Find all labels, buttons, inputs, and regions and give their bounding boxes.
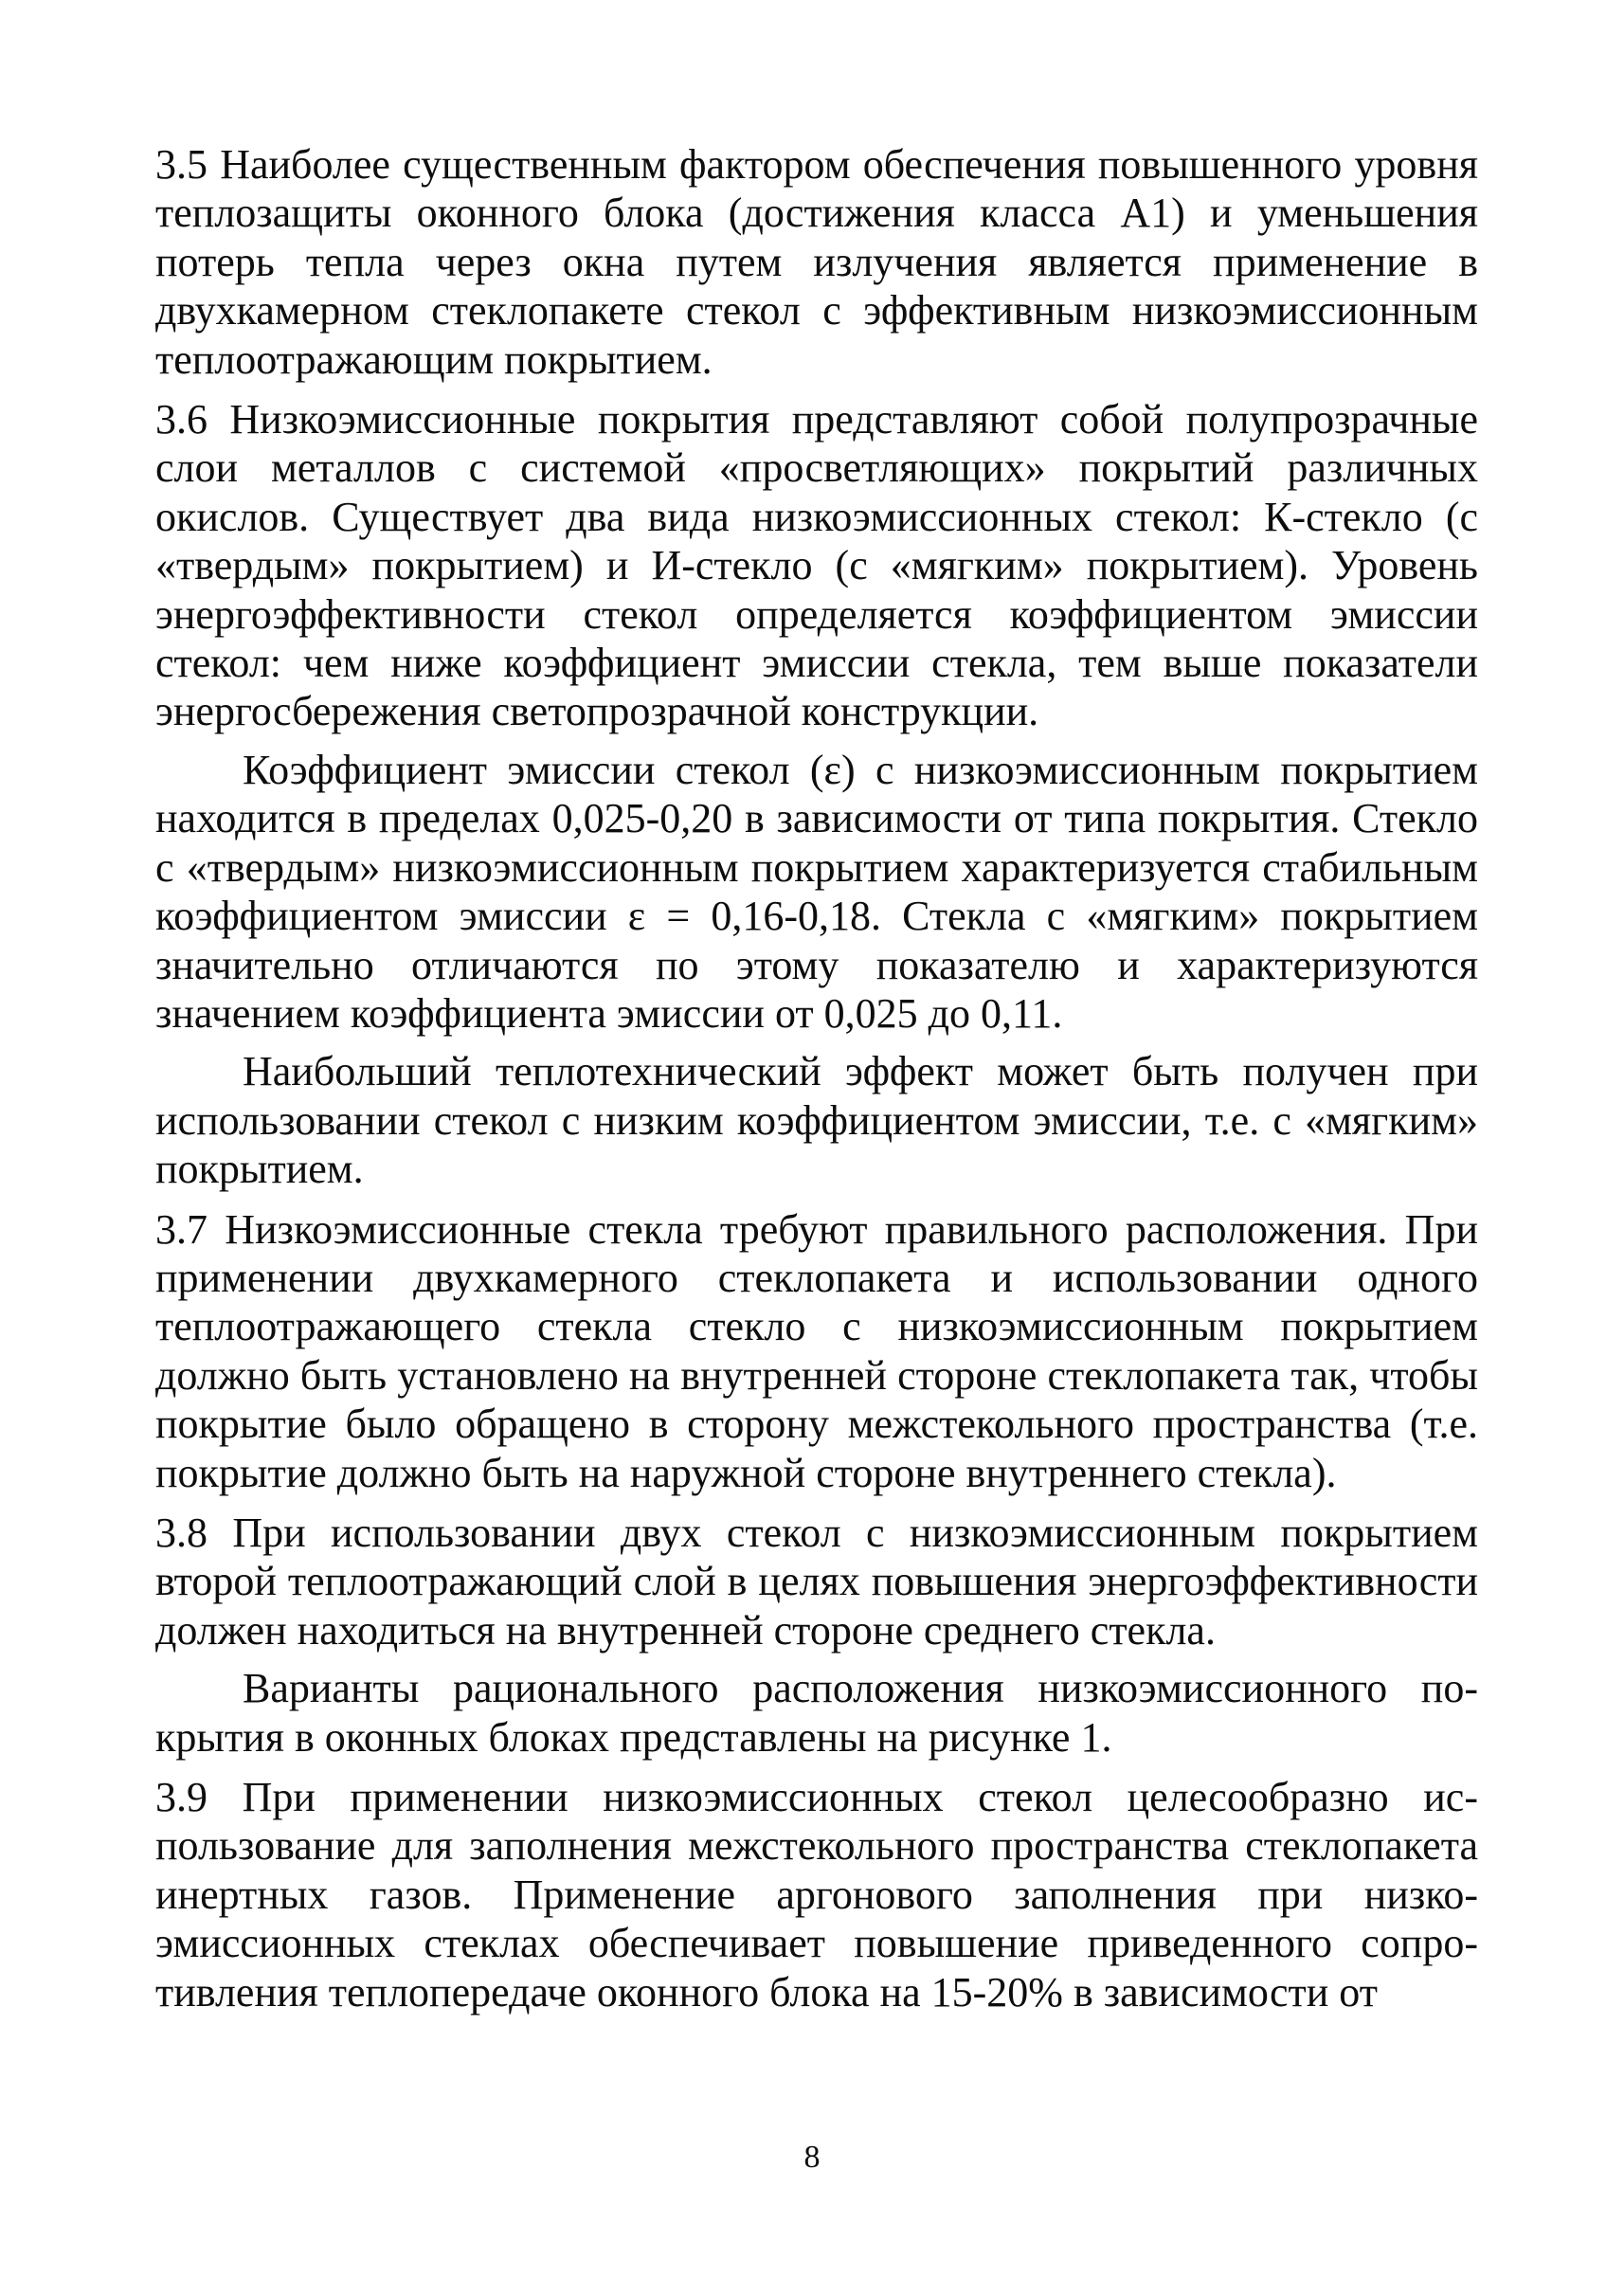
paragraph-emission-coefficient: Коэффициент эмиссии стекол (ε) с низкоэмиссионным покрытием находится в пределах 0,025-0,20 в зависимости от типа покрытия. Стекло с «твердым» низкоэмиссионным покрытием характеризуется стабильным коэффициентом эмиссии ε = 0,16-0,18. Стекла с «мягким» покрытием значительно отличаются по этому показателю и характеризуются значением коэффициента эмиссии от 0,025 до 0,11.	[155, 746, 1478, 1037]
paragraph-coating-variants: Варианты рационального расположения низкоэмиссионного покрытия в оконных блоках представлены на рисунке 1.	[155, 1665, 1478, 1761]
paragraph-3-5: 3.5 Наиболее существенным фактором обеспечения повышенного уровня теплозащиты оконного блока (достижения класса А1) и уменьшения потерь тепла через окна путем излучения является применение в двухкамерном стеклопакете стекол с эффективным низкоэмиссионным теплоотражающим покрытием.	[155, 141, 1478, 383]
paragraph-3-7: 3.7 Низкоэмиссионные стекла требуют правильного расположения. При применении двухкамерного стеклопакета и использовании одного теплоотражающего стекла стекло с низкоэмиссионным покрытием должно быть установлено на внутренней стороне стеклопакета так, чтобы покрытие было обращено в сторону межстекольного пространства (т.е. покрытие должно быть на наружной стороне внутреннего стекла).	[155, 1205, 1478, 1496]
paragraph-3-8: 3.8 При использовании двух стекол с низкоэмиссионным покрытием второй теплоотражающий слой в целях повышения энергоэффективности должен находиться на внутренней стороне среднего стекла.	[155, 1509, 1478, 1654]
paragraph-thermal-effect: Наибольший теплотехнический эффект может быть получен при использовании стекол с низким коэффициентом эмиссии, т.е. с «мягким» покрытием.	[155, 1048, 1478, 1193]
paragraph-3-6: 3.6 Низкоэмиссионные покрытия представляют собой полупрозрачные слои металлов с системой «просветляющих» покрытий различных окислов. Существует два вида низкоэмиссионных стекол: К-стекло (с «твердым» покрытием) и И-стекло (с «мягким» покрытием). Уровень энергоэффективности стекол определяется коэффициентом эмиссии стекол: чем ниже коэффициент эмиссии стекла, тем выше показатели энергосбережения светопрозрачной конструкции.	[155, 396, 1478, 735]
paragraph-3-9: 3.9 При применении низкоэмиссионных стекол целесообразно использование для заполнения межстекольного пространства стеклопакета инертных газов. Применение аргонового заполнения при низкоэмиссионных стеклах обеспечивает повышение приведенного сопротивления теплопередаче оконного блока на 15-20% в зависимости от	[155, 1774, 1478, 2016]
page-number: 8	[803, 2140, 821, 2175]
document-body	[155, 140, 1478, 2016]
